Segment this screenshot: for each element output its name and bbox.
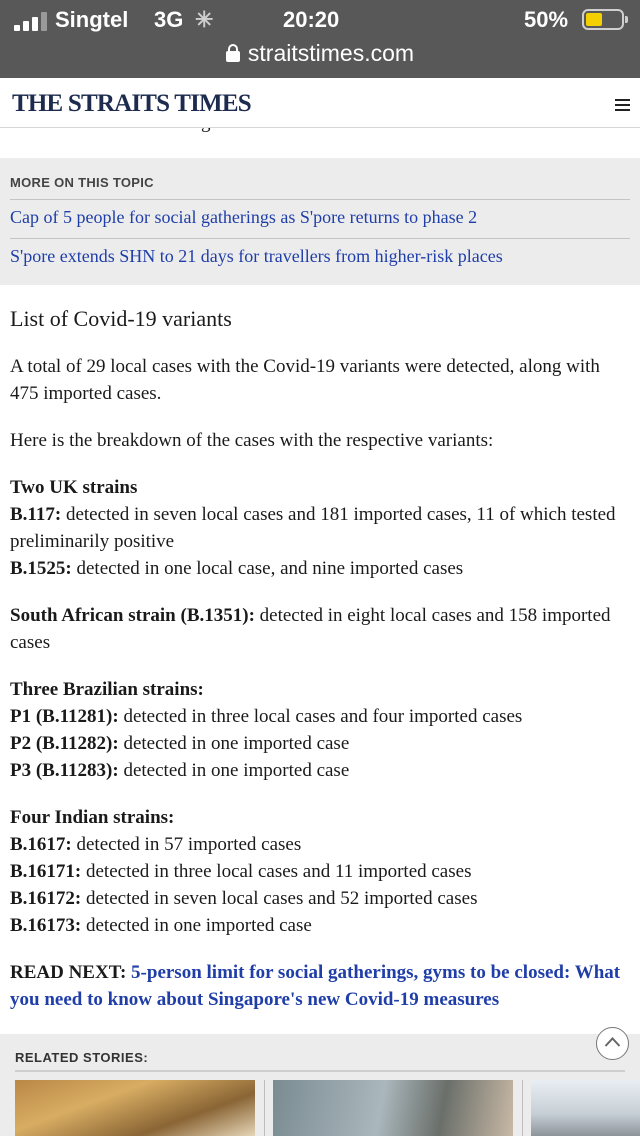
- divider: [15, 1070, 625, 1072]
- variant-entry: [10, 858, 630, 885]
- subheading: Four Indian strains:: [10, 807, 175, 828]
- related-stories: [0, 1034, 640, 1136]
- variant-label: B.1525:: [10, 558, 72, 579]
- variant-entry: [10, 885, 630, 912]
- variant-label: B.16172:: [10, 888, 82, 909]
- battery-percentage: 50%: [524, 7, 569, 32]
- variant-label: P1 (B.11281):: [10, 706, 119, 727]
- variant-entry: [10, 831, 630, 858]
- topic-link[interactable]: Cap of 5 people for social gatherings as S'pore returns to phase 2: [10, 207, 478, 227]
- variant-label: B.1617:: [10, 834, 72, 855]
- scroll-to-top-button[interactable]: [596, 1027, 629, 1060]
- variant-label: P3 (B.11283):: [10, 760, 119, 781]
- uk-strains-block: [10, 474, 630, 582]
- paragraph: Here is the breakdown of the cases with the respective variants:: [10, 430, 494, 451]
- article-body: [10, 305, 630, 1033]
- variant-label: P2 (B.11282):: [10, 733, 119, 754]
- sa-strain-block: [10, 602, 630, 656]
- section-heading: List of Covid-19 variants: [10, 306, 232, 331]
- paragraph: A total of 29 local cases with the Covid-19 variants were detected, along with 475 imported cases.: [10, 356, 600, 404]
- variant-entry: [10, 730, 630, 757]
- variant-text: detected in seven local cases and 181 imported cases, 11 of which tested preliminarily positive: [10, 504, 616, 552]
- variant-text: detected in three local cases and four imported cases: [118, 706, 523, 727]
- browser-chrome: [0, 0, 640, 78]
- variant-label: B.16171:: [10, 861, 82, 882]
- lock-icon: [226, 44, 240, 62]
- variant-text: detected in three local cases and 11 imported cases: [81, 861, 472, 882]
- divider: [264, 1080, 265, 1136]
- variant-label: South African strain (B.1351):: [10, 605, 255, 626]
- brazil-strains-block: [10, 676, 630, 784]
- menu-icon[interactable]: [615, 99, 630, 111]
- network-type: 3G: [154, 7, 184, 32]
- variant-text: detected in one imported case: [118, 733, 350, 754]
- site-header: [0, 78, 640, 128]
- variant-text: detected in 57 imported cases: [71, 834, 302, 855]
- more-on-this-topic: [0, 158, 640, 285]
- carrier-name: Singtel: [55, 7, 129, 32]
- address-bar[interactable]: [0, 40, 640, 72]
- activity-spinner-icon: ✳: [195, 7, 214, 32]
- variant-entry: [10, 555, 630, 582]
- related-story-thumbnail[interactable]: [531, 1080, 640, 1136]
- read-next: [10, 959, 630, 1013]
- topic-link[interactable]: S'pore extends SHN to 21 days for travellers from higher-risk places: [10, 246, 503, 266]
- divider: [10, 238, 630, 239]
- divider: [522, 1080, 523, 1136]
- related-stories-heading: RELATED STORIES:: [15, 1050, 149, 1065]
- variant-text: detected in seven local cases and 52 imported cases: [81, 888, 478, 909]
- variant-text: detected in one imported case: [81, 915, 312, 936]
- site-logo[interactable]: THE STRAITS TIMES: [12, 90, 251, 117]
- url-text: straitstimes.com: [247, 40, 415, 66]
- read-next-label: READ NEXT:: [10, 962, 127, 983]
- variant-text: detected in one imported case: [118, 760, 350, 781]
- read-next-link[interactable]: 5-person limit for social gatherings, gyms to be closed: What you need to know about Singapore's new Covid-19 measures: [10, 962, 621, 1010]
- status-time: 20:20: [283, 7, 340, 32]
- signal-strength-icon: [14, 11, 48, 31]
- more-on-topic-heading: MORE ON THIS TOPIC: [10, 175, 154, 190]
- status-bar: [0, 0, 640, 40]
- variant-text: detected in one local case, and nine imported cases: [71, 558, 464, 579]
- battery-icon: [582, 9, 624, 30]
- india-strains-block: [10, 804, 630, 939]
- divider: [10, 199, 630, 200]
- variant-entry: [10, 912, 630, 939]
- related-story-thumbnail[interactable]: [273, 1080, 513, 1136]
- variant-text: detected in eight local cases and 158 imported cases: [10, 605, 611, 653]
- variant-entry: [10, 757, 630, 784]
- subheading: Three Brazilian strains:: [10, 679, 204, 700]
- variant-entry: [10, 501, 630, 555]
- subheading: Two UK strains: [10, 477, 138, 498]
- chevron-up-icon: [604, 1036, 621, 1048]
- variant-entry: [10, 703, 630, 730]
- related-story-thumbnail[interactable]: [15, 1080, 255, 1136]
- variant-label: B.117:: [10, 504, 62, 525]
- variant-label: B.16173:: [10, 915, 82, 936]
